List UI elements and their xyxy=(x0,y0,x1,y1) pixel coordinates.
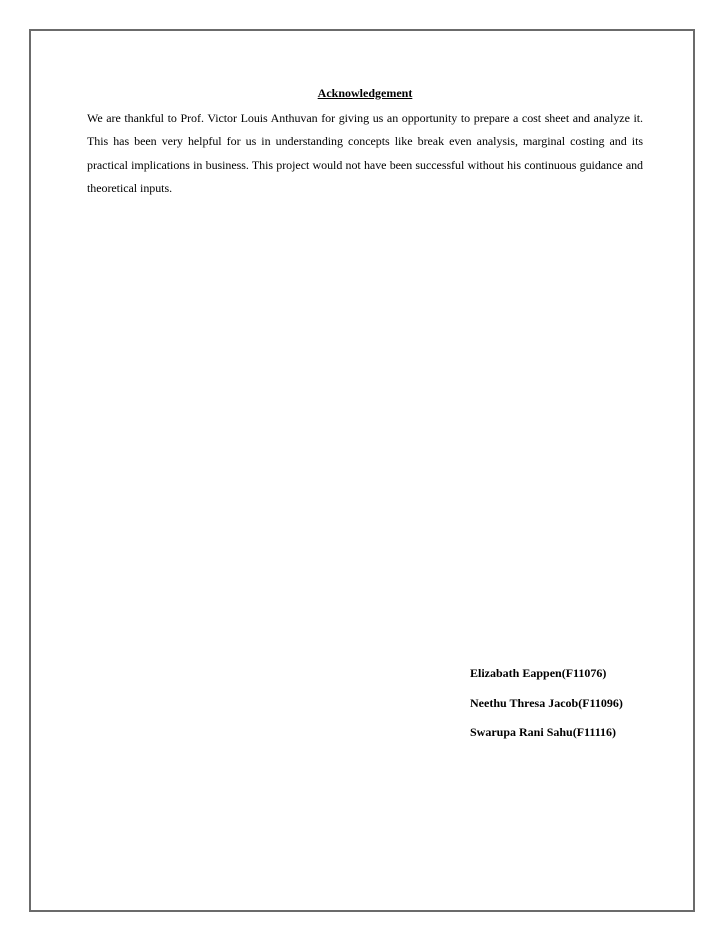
signatory-2: Neethu Thresa Jacob(F11096) xyxy=(470,695,623,710)
signatory-3: Swarupa Rani Sahu(F11116) xyxy=(470,725,617,739)
title-text: Acknowledgement xyxy=(317,86,413,100)
acknowledgement-paragraph: We are thankful to Prof. Victor Louis Anthuvan for giving us an opportunity to prepare a cost sheet and analyze it. This has been very helpful for us in understanding concepts like break even analysis, marginal costing and its practical implications in business. This project would not have been successful without his continuous guidance and theoretical inputs. xyxy=(87,111,643,195)
signatory-1: Elizabath Eappen(F11076) xyxy=(470,666,607,680)
signatories-list xyxy=(470,665,623,754)
page-title xyxy=(0,85,728,101)
